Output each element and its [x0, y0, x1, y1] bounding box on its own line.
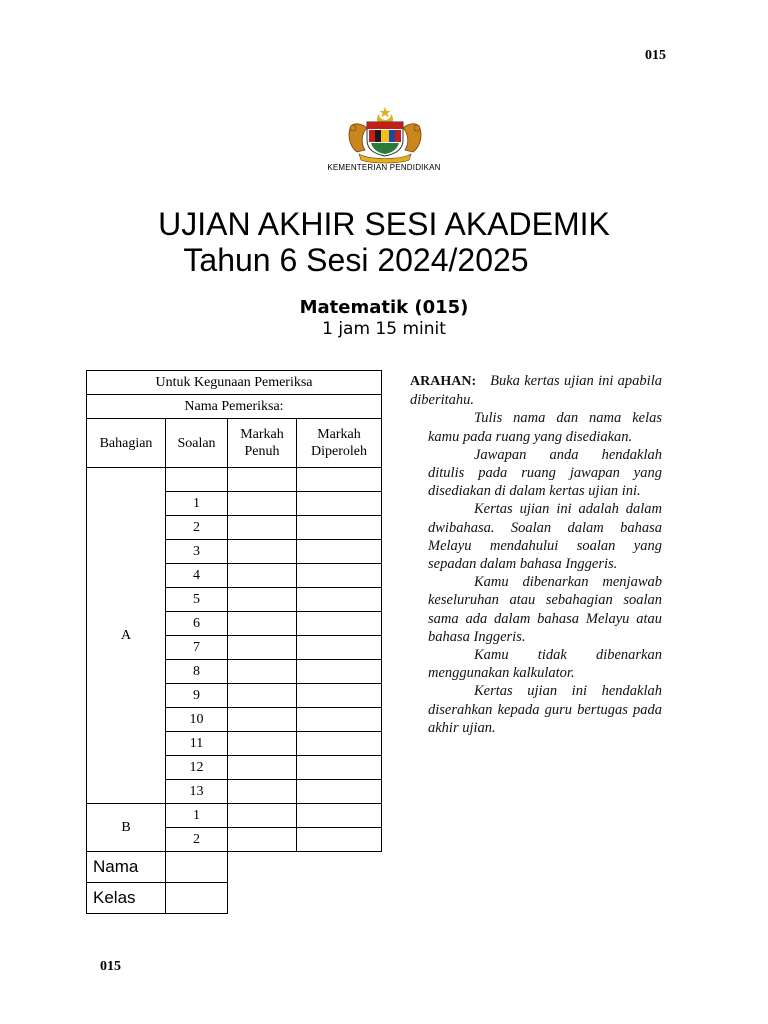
question-number: 12: [166, 756, 228, 780]
full-mark-cell: [228, 660, 297, 684]
obtained-mark-cell: [297, 636, 382, 660]
header-markah-penuh: Markah Penuh: [228, 419, 297, 468]
instruction-item: Tulis nama dan nama kelas kamu pada ruang yang disediakan.: [428, 410, 662, 445]
obtained-mark-cell: [297, 588, 382, 612]
question-number: 10: [166, 708, 228, 732]
question-cell: [166, 468, 228, 492]
obtained-mark-cell: [297, 828, 382, 852]
full-mark-cell: [228, 708, 297, 732]
obtained-mark-cell: [297, 612, 382, 636]
instruction-item: Kamu dibenarkan menjawab keseluruhan atau sebahagian soalan sama ada dalam bahasa Melayu atau bahasa Inggeris.: [428, 574, 662, 645]
exam-title: UJIAN AKHIR SESI AKADEMIK: [158, 206, 610, 242]
obtained-mark-cell: [297, 660, 382, 684]
full-mark-cell: [228, 804, 297, 828]
obtained-mark-cell: [297, 780, 382, 804]
question-number: 13: [166, 780, 228, 804]
question-number: 9: [166, 684, 228, 708]
obtained-mark-cell: [297, 756, 382, 780]
question-number: 5: [166, 588, 228, 612]
instruction-item: Jawapan anda hendaklah ditulis pada ruang jawapan yang disediakan di dalam kertas ujian ini.: [428, 446, 662, 500]
examiner-name-label: Nama Pemeriksa:: [87, 395, 382, 419]
nama-field[interactable]: [166, 852, 228, 883]
obtained-mark-cell: [297, 684, 382, 708]
section-b-label: B: [87, 804, 166, 852]
section-a-label: A: [87, 468, 166, 804]
full-mark-cell: [228, 756, 297, 780]
question-number: 7: [166, 636, 228, 660]
examiner-score-table: [86, 370, 382, 914]
full-mark-cell: [228, 828, 297, 852]
header-bahagian: Bahagian: [87, 419, 166, 468]
instruction-item: Kamu tidak dibenarkan menggunakan kalkulator.: [428, 647, 662, 682]
question-number: 6: [166, 612, 228, 636]
instructions-heading: ARAHAN:: [410, 374, 477, 389]
instruction-item: Kertas ujian ini hendaklah diserahkan kepada guru bertugas pada akhir ujian.: [428, 683, 662, 736]
coat-of-arms-logo: [343, 106, 427, 164]
full-mark-cell: [228, 780, 297, 804]
full-mark-cell: [228, 516, 297, 540]
question-number: 8: [166, 660, 228, 684]
exam-duration: 1 jam 15 minit: [322, 319, 446, 339]
instruction-item: Kertas ujian ini adalah dalam dwibahasa. Soalan dalam bahasa Melayu mendahului soalan yang sepadan dalam bahasa Inggeris.: [428, 501, 662, 573]
question-number: 4: [166, 564, 228, 588]
exam-session: Tahun 6 Sesi 2024/2025: [183, 242, 529, 278]
header-soalan: Soalan: [166, 419, 228, 468]
obtained-mark-cell: [297, 540, 382, 564]
nama-label: Nama: [87, 852, 166, 883]
obtained-mark-cell: [297, 804, 382, 828]
full-mark-cell: [228, 684, 297, 708]
full-mark-cell: [228, 492, 297, 516]
page-code-bottom: 015: [100, 959, 121, 974]
obtained-mark-cell: [297, 564, 382, 588]
instructions: [410, 372, 662, 737]
page-code-top: 015: [645, 48, 666, 63]
full-mark-cell: [228, 732, 297, 756]
kelas-field[interactable]: [166, 883, 228, 914]
full-mark-cell: [228, 468, 297, 492]
obtained-mark-cell: [297, 492, 382, 516]
header-markah-diperoleh: Markah Diperoleh: [297, 419, 382, 468]
instruction-item: Buka kertas ujian ini apabila diberitahu.: [410, 373, 662, 409]
question-number: 1: [166, 804, 228, 828]
question-number: 2: [166, 516, 228, 540]
full-mark-cell: [228, 588, 297, 612]
obtained-mark-cell: [297, 708, 382, 732]
question-number: 1: [166, 492, 228, 516]
full-mark-cell: [228, 564, 297, 588]
obtained-mark-cell: [297, 468, 382, 492]
question-number: 11: [166, 732, 228, 756]
obtained-mark-cell: [297, 516, 382, 540]
kelas-label: Kelas: [87, 883, 166, 914]
question-number: 3: [166, 540, 228, 564]
subject-title: Matematik (015): [299, 297, 469, 318]
table-caption: Untuk Kegunaan Pemeriksa: [87, 371, 382, 395]
question-number: 2: [166, 828, 228, 852]
full-mark-cell: [228, 540, 297, 564]
full-mark-cell: [228, 612, 297, 636]
obtained-mark-cell: [297, 732, 382, 756]
full-mark-cell: [228, 636, 297, 660]
ministry-name: KEMENTERIAN PENDIDIKAN: [327, 163, 441, 172]
